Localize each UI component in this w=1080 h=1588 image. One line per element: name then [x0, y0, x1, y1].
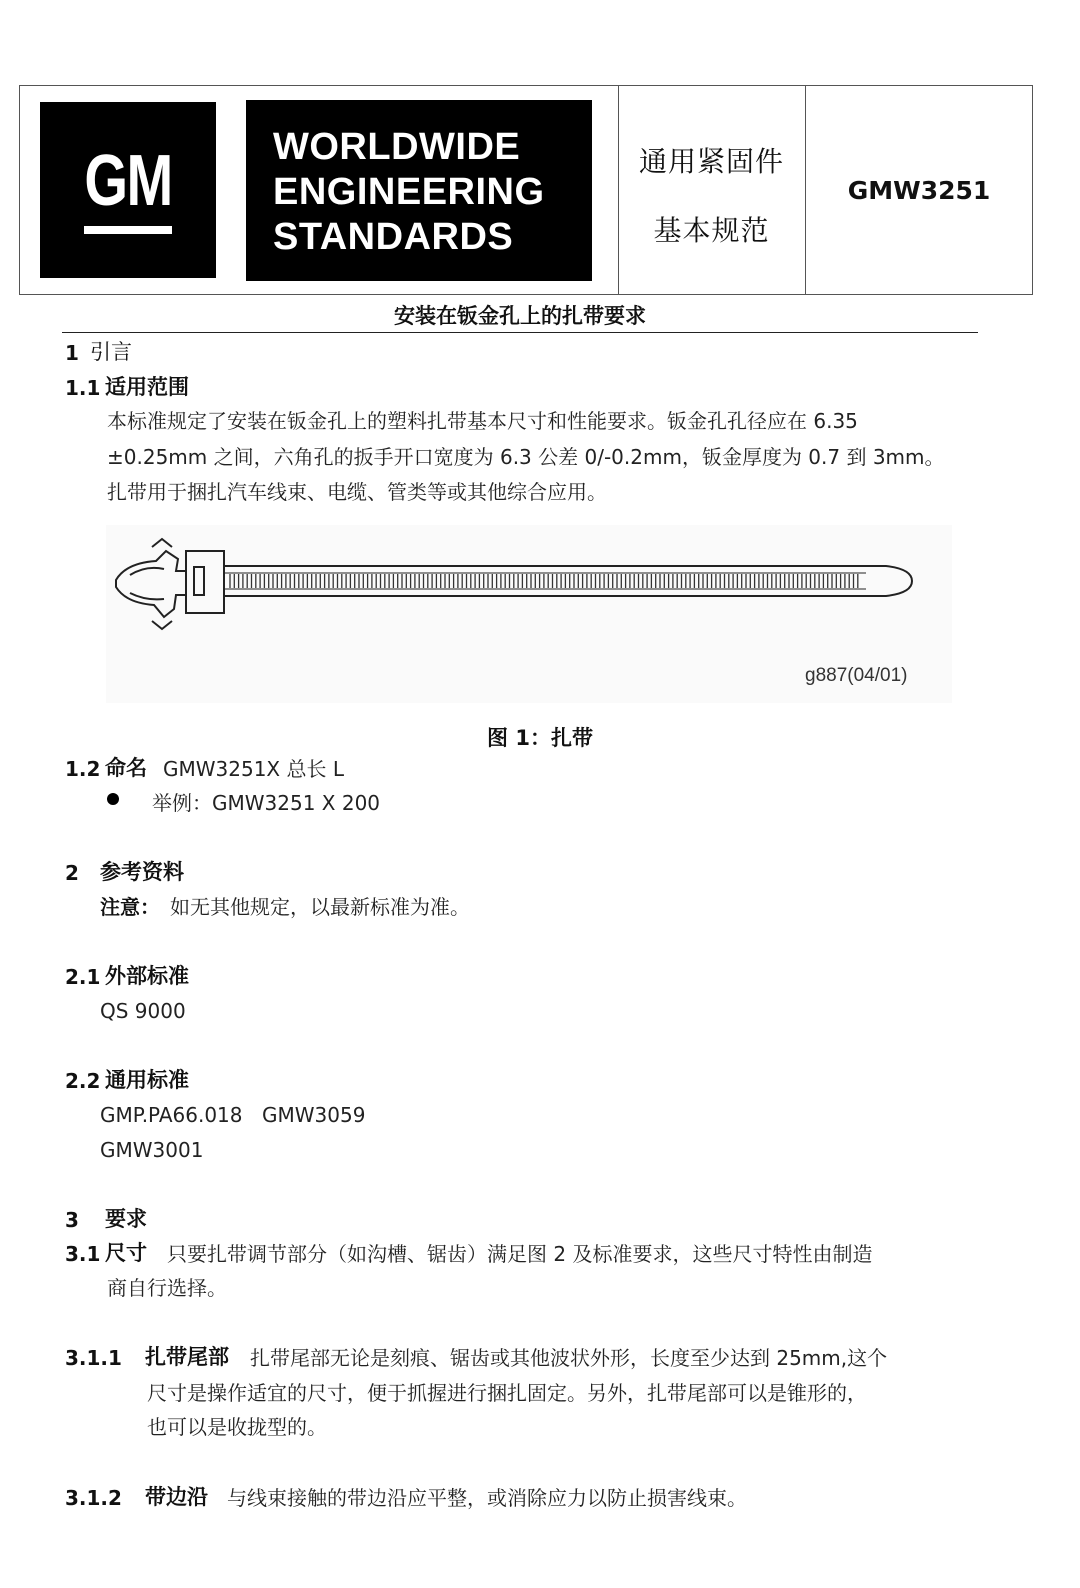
section-2-2-number: 2.2: [65, 1069, 101, 1093]
section-3-1-title: 尺寸: [105, 1241, 147, 1265]
section-3-1-2-title: 带边沿: [145, 1485, 208, 1509]
section-3-1-1-line-3: 也可以是收拢型的。: [147, 1415, 327, 1439]
section-2-title: 参考资料: [100, 860, 184, 884]
section-1-2-example: 举例：GMW3251 X 200: [152, 791, 381, 815]
section-1-2-title: 命名: [105, 756, 147, 780]
section-3-1-1-number: 3.1.1: [65, 1346, 122, 1370]
section-1-2-text: GMW3251X 总长 L: [163, 757, 344, 781]
section-2-1-number: 2.1: [65, 965, 101, 989]
gm-logo-underline: [84, 226, 172, 234]
section-2-note-label: 注意：: [100, 895, 160, 919]
category-line-2: 基本规范: [653, 214, 770, 247]
section-2-number: 2: [65, 861, 79, 885]
external-standard-item: QS 9000: [100, 999, 186, 1023]
section-1-title: 引言: [90, 340, 132, 364]
general-standard-item: GMW3001: [100, 1138, 204, 1162]
gm-logo: [40, 102, 216, 278]
standard-number: GMW3251: [847, 176, 991, 205]
gm-logo-text: GM: [84, 141, 172, 221]
section-1-1-line-2: ±0.25mm 之间，六角孔的扳手开口宽度为 6.3 公差 0/-0.2mm，钣金厚度为 0.7 到 3mm。: [107, 445, 945, 469]
figure-1-caption: 图 1：扎带: [487, 726, 593, 750]
title-rule: [62, 332, 978, 333]
section-1-number: 1: [65, 341, 79, 365]
section-3-number: 3: [65, 1208, 79, 1232]
section-1-1-line-3: 扎带用于捆扎汽车线束、电缆、管类等或其他综合应用。: [107, 480, 607, 504]
bullet-icon: [107, 793, 119, 805]
section-3-1-line-2: 商自行选择。: [107, 1276, 227, 1300]
standards-banner: [246, 100, 592, 281]
section-3-1-1-title: 扎带尾部: [145, 1345, 229, 1369]
section-3-1-1-line-1: 扎带尾部无论是刻痕、锯齿或其他波状外形，长度至少达到 25mm,这个: [250, 1346, 888, 1370]
section-3-1-2-number: 3.1.2: [65, 1486, 122, 1510]
general-standard-item: GMP.PA66.018: [100, 1103, 243, 1127]
figure-code: g887(04/01): [805, 665, 908, 686]
section-3-title: 要求: [105, 1207, 147, 1231]
section-1-1-line-1: 本标准规定了安装在钣金孔上的塑料扎带基本尺寸和性能要求。钣金孔孔径应在 6.35: [107, 409, 858, 433]
section-2-1-title: 外部标准: [105, 964, 189, 988]
document-title: 安装在钣金孔上的扎带要求: [394, 304, 646, 328]
general-standard-item: GMW3059: [262, 1103, 366, 1127]
banner-line-1: WORLDWIDE: [273, 126, 521, 168]
category-line-1: 通用紧固件: [638, 145, 784, 178]
header-divider: [618, 86, 619, 294]
section-3-1-1-line-2: 尺寸是操作适宜的尺寸，便于抓握进行捆扎固定。另外，扎带尾部可以是锥形的，: [147, 1381, 867, 1405]
section-1-2-number: 1.2: [65, 757, 101, 781]
section-1-1-title: 适用范围: [105, 375, 189, 399]
section-3-1-line-1: 只要扎带调节部分（如沟槽、锯齿）满足图 2 及标准要求，这些尺寸特性由制造: [167, 1242, 873, 1266]
section-3-1-number: 3.1: [65, 1242, 101, 1266]
banner-line-2: ENGINEERING: [273, 171, 545, 213]
section-3-1-2-text: 与线束接触的带边沿应平整，或消除应力以防止损害线束。: [227, 1486, 747, 1510]
banner-line-3: STANDARDS: [273, 216, 514, 258]
section-1-1-number: 1.1: [65, 376, 101, 400]
section-2-2-title: 通用标准: [105, 1068, 189, 1092]
section-2-note-text: 如无其他规定，以最新标准为准。: [170, 895, 470, 919]
